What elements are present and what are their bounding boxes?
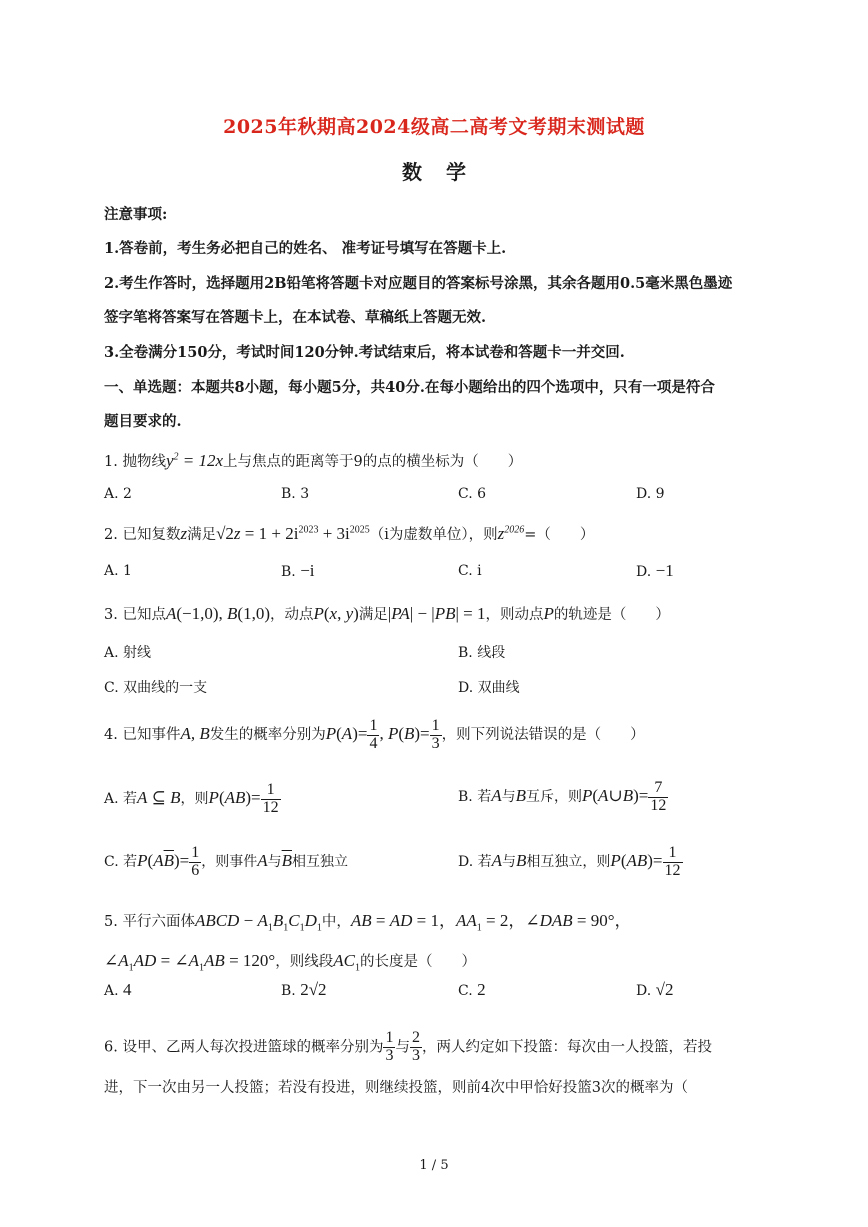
exam-title: 2025年秋期高2024级高二高考文考期末测试题 bbox=[223, 116, 645, 138]
question-1 bbox=[104, 450, 522, 471]
q5-conditions: AB = AD = 1，$AA_1 = 2$，∠DAB = 90°， bbox=[350, 911, 632, 934]
q3-moving-point: P(x, y) bbox=[313, 604, 359, 623]
q2-var-z: z bbox=[180, 524, 188, 543]
q1-equation: $y^2 = 12x$ bbox=[165, 451, 224, 470]
q3-option-c: C. 双曲线的一支 bbox=[104, 680, 208, 696]
question-5 bbox=[104, 906, 632, 933]
section1-line2: 题目要求的. bbox=[104, 413, 182, 430]
q3-points: A(−1,0), B(1,0) bbox=[165, 604, 270, 623]
q5-option-b: B. 2√2 bbox=[281, 980, 327, 999]
q2-mid2: （i为虚数单位），则 bbox=[369, 527, 498, 543]
q2-mid: 满足 bbox=[187, 527, 217, 543]
q2-option-a: A. 1 bbox=[104, 563, 132, 579]
q3-mid: ，动点 bbox=[269, 607, 314, 623]
q1-option-d: D. 9 bbox=[636, 486, 665, 502]
q2-option-b: B. −i bbox=[281, 561, 315, 580]
q6-mid: 与 bbox=[395, 1039, 410, 1056]
q2-option-c: C. i bbox=[458, 563, 482, 579]
q4-pre: 4. 已知事件 bbox=[104, 727, 181, 744]
q4-option-d: D. 若A与B相互独立，则P(AB)= $\frac{1}{12}$ bbox=[458, 844, 681, 879]
q2-option-d: D. −1 bbox=[636, 561, 674, 580]
q5-option-a: A. 4 bbox=[104, 980, 132, 999]
note-item-3: 3.全卷满分150分，考试时间120分钟.考试结束后，将本试卷和答题卡一并交回. bbox=[104, 344, 625, 361]
q4-mid: 发生的概率分别为 bbox=[209, 727, 326, 744]
q3-condition: |PA| − |PB| = 1 bbox=[387, 604, 486, 623]
note-item-2b: 签字笔将答案写在答题卡上，在本试卷、草稿纸上答题无效. bbox=[104, 309, 487, 326]
question-5-line2 bbox=[104, 950, 476, 973]
q5-option-d: D. √2 bbox=[636, 980, 674, 999]
q5-segment: $AC_1$ bbox=[333, 951, 360, 974]
q5-line2-post: ，则线段 bbox=[275, 954, 334, 970]
question-4 bbox=[104, 718, 645, 753]
q3-option-d: D. 双曲线 bbox=[458, 680, 520, 696]
question-2 bbox=[104, 523, 594, 544]
question-6 bbox=[104, 1030, 712, 1065]
q4-option-a: A. 若A ⊆ B，则P(AB)= $\frac{1}{12}$ bbox=[104, 781, 279, 816]
q4-option-c: C. 若$P(A\overline{B})=$ $\frac{1}{6}$ ，则事件A与$\overline{B}$相互独立 bbox=[104, 844, 348, 879]
q2-pre: 2. 已知复数 bbox=[104, 527, 181, 543]
q5-pre: 5. 平行六面体 bbox=[104, 914, 195, 930]
q2-post: =（ ） bbox=[524, 527, 595, 543]
q4-probabilities: P(A)= $\frac{1}{4}$ , P(B)= $\frac{1}{3}$ bbox=[325, 717, 440, 752]
section1-line1: 一、单选题：本题共8小题，每小题5分，共40分.在每小题给出的四个选项中，只有一项是符合 bbox=[104, 379, 715, 396]
notes-heading: 注意事项: bbox=[104, 206, 168, 223]
q6-frac-2: $\frac{2}{3}$ bbox=[411, 1029, 420, 1064]
question-3 bbox=[104, 603, 670, 624]
q3-mid2: 满足 bbox=[358, 607, 388, 623]
q5-mid: 中， bbox=[321, 914, 351, 930]
q5-line2-post2: 的长度是（ ） bbox=[359, 954, 476, 970]
q3-var-p: P bbox=[543, 604, 554, 623]
q1-option-a: A. 2 bbox=[104, 486, 132, 502]
q4-option-b: B. 若A与B互斥，则P(A∪B)= $\frac{7}{12}$ bbox=[458, 779, 667, 814]
q1-option-c: C. 6 bbox=[458, 486, 487, 502]
q5-option-c: C. 2 bbox=[458, 980, 486, 999]
q5-angles: $\angle A_1AD$ = $\angle A_1AB = 120^\circ$ bbox=[104, 951, 276, 974]
q3-pre: 3. 已知点 bbox=[104, 607, 166, 623]
q2-equation: $√2z = 1 + 2i^{2023} + 3i^{2025}$ bbox=[216, 524, 370, 543]
q1-pre: 1. 抛物线 bbox=[104, 454, 166, 470]
q3-option-b: B. 线段 bbox=[458, 645, 506, 661]
q1-post: 上与焦点的距离等于9的点的横坐标为（ ） bbox=[223, 454, 523, 470]
q2-power: $z^{2026}$ bbox=[497, 524, 525, 543]
q1-option-b: B. 3 bbox=[281, 486, 310, 502]
note-item-1: 1.答卷前，考生务必把自己的姓名、 准考证号填写在答题卡上. bbox=[104, 240, 507, 257]
q3-post2: 的轨迹是（ ） bbox=[553, 607, 670, 623]
q4-events: A, B bbox=[180, 724, 210, 744]
q4-post: ，则下列说法错误的是（ ） bbox=[441, 727, 645, 744]
q6-pre: 6. 设甲、乙两人每次投进篮球的概率分别为 bbox=[104, 1039, 384, 1056]
subject-title: 数学 bbox=[402, 160, 490, 184]
note-item-2a: 2.考生作答时，选择题用2B铅笔将答题卡对应题目的答案标号涂黑，其余各题用0.5毫米黑色墨迹 bbox=[104, 275, 733, 292]
q3-option-a: A. 射线 bbox=[104, 645, 152, 661]
page-number: 1 / 5 bbox=[419, 1158, 449, 1173]
q6-frac-1: $\frac{1}{3}$ bbox=[385, 1029, 394, 1064]
question-6-line2: 进，下一次由另一人投篮；若没有投进，则继续投篮，则前4次中甲恰好投篮3次的概率为（ bbox=[104, 1080, 688, 1096]
q6-post: ，两人约定如下投篮：每次由一人投篮，若投 bbox=[421, 1039, 712, 1056]
q5-solid: ABCD − $A_1B_1C_1D_1$ bbox=[194, 911, 322, 934]
q3-post: ，则动点 bbox=[485, 607, 544, 623]
